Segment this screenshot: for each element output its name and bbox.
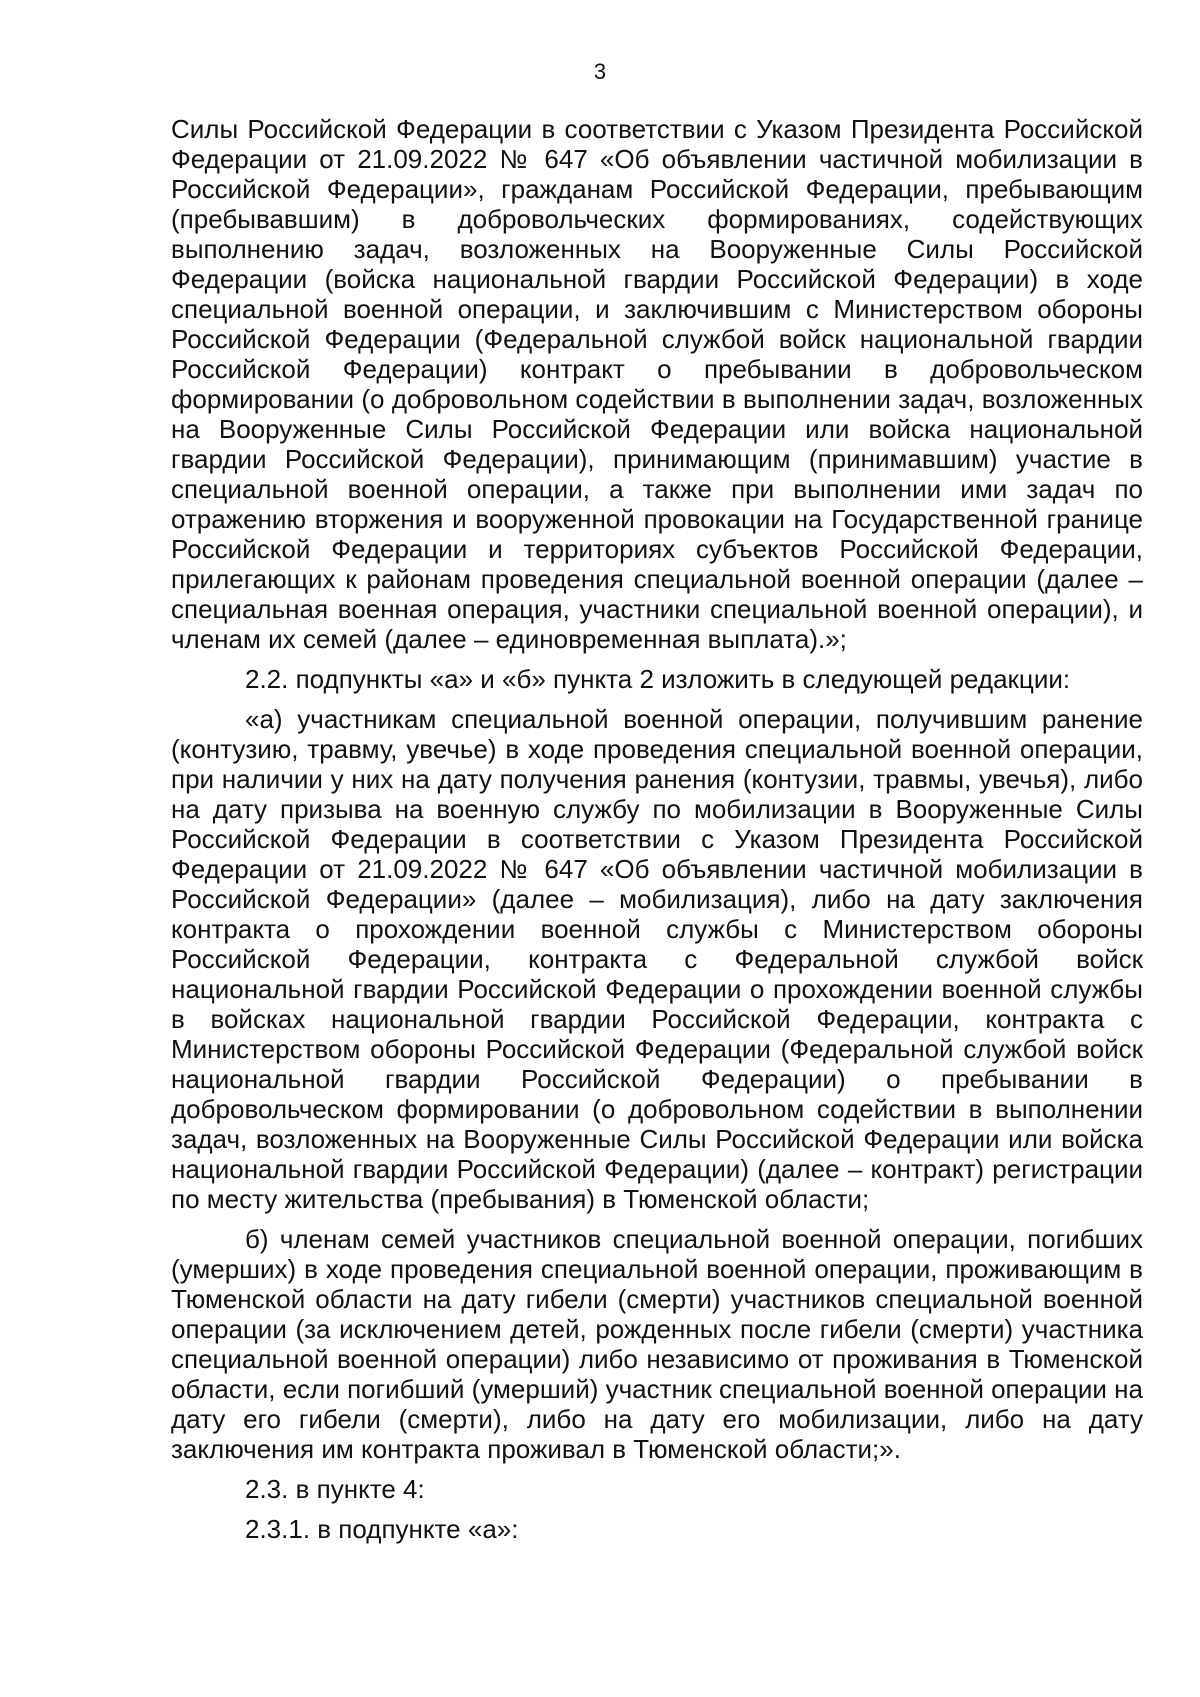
paragraph-subitem-a: «а) участникам специальной военной операции, получившим ранение (контузию, травму, увечье) в ходе проведения специальной военной операции, при наличии у них на дату получения ранения (контузии, травмы, увечья), либо на дату призыва на военную службу по мобилизации в Вооруженные Силы Российской Федерации в соответствии с Указом Президента Российской Федерации от 21.09.2022 № 647 «Об объявлении частичной мобилизации в Российской Федерации» (далее – мобилизация), либо на дату заключения контракта о прохождении военной службы с Министерством обороны Российской Федерации, контракта с Федеральной службой войск национальной гвардии Российской Федерации о прохождении военной службы в войсках национальной гвардии Российской Федерации, контракта с Министерством обороны Российской Федерации (Федеральной службой войск национальной гвардии Российской Федерации) о пребывании в добровольческом формировании (о добровольном содействии в выполнении задач, возложенных на Вооруженные Силы Российской Федерации или войска национальной гвардии Российской Федерации) (далее – контракт) регистрации по месту жительства (пребывания) в Тюменской области; — [171, 704, 1143, 1214]
paragraph-2-3-1: 2.3.1. в подпункте «а»: — [245, 1514, 519, 1544]
paragraph-subitem-b: б) членам семей участников специальной военной операции, погибших (умерших) в ходе проведения специальной военной операции, проживающим в Тюменской области на дату гибели (смерти) участников специальной военной операции (за исключением детей, рожденных после гибели (смерти) участника специальной военной операции) либо независимо от проживания в Тюменской области, если погибший (умерший) участник специальной военной операции на дату его гибели (смерти), либо на дату его мобилизации, либо на дату заключения им контракта проживал в Тюменской области;». — [171, 1224, 1143, 1464]
paragraph-2-2: 2.2. подпункты «а» и «б» пункта 2 изложить в следующей редакции: — [245, 664, 1071, 694]
page-number: 3 — [593, 59, 607, 84]
paragraph-continuation: Силы Российской Федерации в соответствии с Указом Президента Российской Федерации от 21.09.2022 № 647 «Об объявлении частичной мобилизации в Российской Федерации», гражданам Российской Федерации, пребывающим (пребывавшим) в добровольческих формированиях, содействующих выполнению задач, возложенных на Вооруженные Силы Российской Федерации (войска национальной гвардии Российской Федерации) в ходе специальной военной операции, и заключившим с Министерством обороны Российской Федерации (Федеральной службой войск национальной гвардии Российской Федерации) контракт о пребывании в добровольческом формировании (о добровольном содействии в выполнении задач, возложенных на Вооруженные Силы Российской Федерации или войска национальной гвардии Российской Федерации), принимающим (принимавшим) участие в специальной военной операции, а также при выполнении ими задач по отражению вторжения и вооруженной провокации на Государственной границе Российской Федерации и территориях субъектов Российской Федерации, прилегающих к районам проведения специальной военной операции (далее – специальная военная операция, участники специальной военной операции), и членам их семей (далее – единовременная выплата).»; — [171, 114, 1143, 654]
paragraph-2-3: 2.3. в пункте 4: — [245, 1474, 425, 1504]
document-body — [171, 114, 1143, 1544]
